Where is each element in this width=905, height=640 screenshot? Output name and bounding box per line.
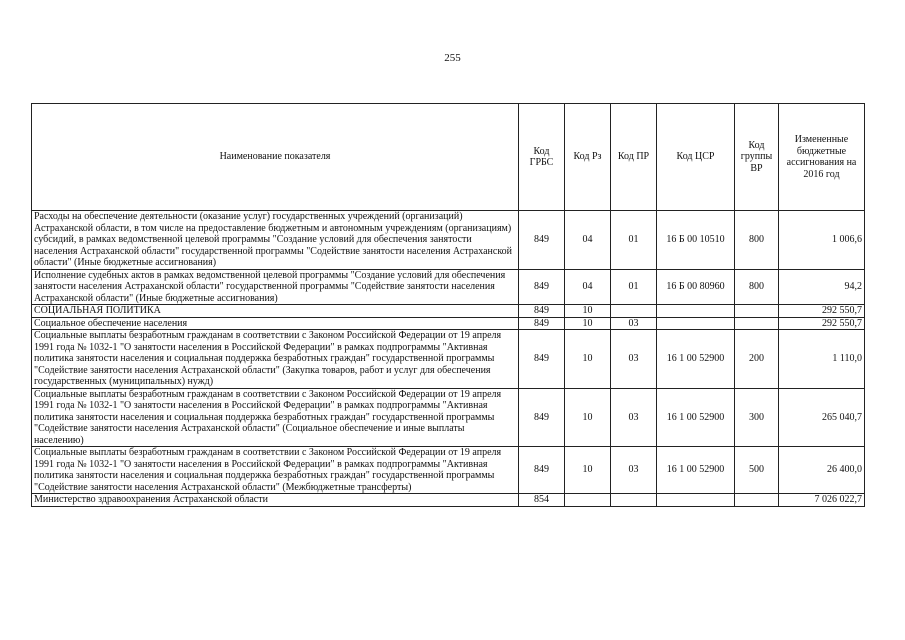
row-amount: 292 550,7 (779, 317, 865, 330)
row-rz: 04 (565, 211, 611, 270)
row-csr: 16 1 00 52900 (657, 388, 735, 447)
header-amount: Измененные бюджетные ассигнования на 2016 год (779, 104, 865, 211)
row-vr (735, 317, 779, 330)
header-csr: Код ЦСР (657, 104, 735, 211)
row-vr: 500 (735, 447, 779, 494)
row-pr: 01 (611, 269, 657, 305)
table-row (32, 388, 865, 447)
row-rz: 04 (565, 269, 611, 305)
row-amount: 26 400,0 (779, 447, 865, 494)
table-row (32, 330, 865, 389)
table-row (32, 447, 865, 494)
row-csr: 16 Б 00 10510 (657, 211, 735, 270)
row-rz (565, 494, 611, 507)
table-row (32, 494, 865, 507)
header-pr: Код ПР (611, 104, 657, 211)
row-rz: 10 (565, 305, 611, 318)
row-name: Социальное обеспечение населения (32, 317, 519, 330)
row-amount: 1 006,6 (779, 211, 865, 270)
row-vr: 800 (735, 269, 779, 305)
row-csr: 16 1 00 52900 (657, 330, 735, 389)
row-vr: 200 (735, 330, 779, 389)
table-row (32, 211, 865, 270)
row-name: Министерство здравоохранения Астраханской области (32, 494, 519, 507)
row-grbs: 849 (519, 317, 565, 330)
header-name: Наименование показателя (32, 104, 519, 211)
row-pr: 03 (611, 388, 657, 447)
row-rz: 10 (565, 330, 611, 389)
row-pr: 01 (611, 211, 657, 270)
row-vr (735, 494, 779, 507)
budget-table (31, 103, 865, 507)
table-header-row (32, 104, 865, 211)
row-amount: 1 110,0 (779, 330, 865, 389)
row-csr (657, 494, 735, 507)
row-name: СОЦИАЛЬНАЯ ПОЛИТИКА (32, 305, 519, 318)
row-grbs: 849 (519, 305, 565, 318)
header-grbs: Код ГРБС (519, 104, 565, 211)
row-grbs: 849 (519, 447, 565, 494)
row-grbs: 849 (519, 269, 565, 305)
row-amount: 265 040,7 (779, 388, 865, 447)
row-pr (611, 305, 657, 318)
row-amount: 292 550,7 (779, 305, 865, 318)
row-csr: 16 1 00 52900 (657, 447, 735, 494)
row-csr (657, 305, 735, 318)
row-grbs: 849 (519, 211, 565, 270)
table-row (32, 269, 865, 305)
row-grbs: 849 (519, 388, 565, 447)
row-amount: 94,2 (779, 269, 865, 305)
row-name: Социальные выплаты безработным гражданам в соответствии с Законом Российской Федерации от 19 апреля 1991 года № 1032-1 "О занятости населения в Российской Федерации" в рамках подпрограммы "Активная политика занятости населения и социальная поддержка безработных граждан" государственной программы "Содействие занятости населения Астраханской области" (Закупка товаров, работ и услуг для обеспечения государственных (муниципальных) нужд) (32, 330, 519, 389)
row-vr: 800 (735, 211, 779, 270)
row-pr: 03 (611, 447, 657, 494)
row-amount: 7 026 022,7 (779, 494, 865, 507)
table-row (32, 305, 865, 318)
row-name: Социальные выплаты безработным гражданам в соответствии с Законом Российской Федерации от 19 апреля 1991 года № 1032-1 "О занятости населения в Российской Федерации" в рамках подпрограммы "Активная политика занятости населения и социальная поддержка безработных граждан" государственной программы "Содействие занятости населения Астраханской области" (Межбюджетные трансферты) (32, 447, 519, 494)
row-pr: 03 (611, 330, 657, 389)
row-pr (611, 494, 657, 507)
row-name: Социальные выплаты безработным гражданам в соответствии с Законом Российской Федерации от 19 апреля 1991 года № 1032-1 "О занятости населения в Российской Федерации" в рамках подпрограммы "Активная политика занятости населения и социальная поддержка безработных граждан" государственной программы "Содействие занятости населения Астраханской области" (Социальное обеспечение и иные выплаты населению) (32, 388, 519, 447)
header-rz: Код Рз (565, 104, 611, 211)
header-vr: Код группы ВР (735, 104, 779, 211)
row-rz: 10 (565, 317, 611, 330)
row-csr: 16 Б 00 80960 (657, 269, 735, 305)
row-vr: 300 (735, 388, 779, 447)
row-csr (657, 317, 735, 330)
row-name: Расходы на обеспечение деятельности (оказание услуг) государственных учреждений (организаций) Астраханской области, в том числе на предоставление бюджетным и автономным учреждениям (организациям) субсидий, в рамках ведомственной целевой программы "Создание условий для обеспечения занятости населения Астраханской области" государственной программы "Содействие занятости населения Астраханской области" (Иные бюджетные ассигнования) (32, 211, 519, 270)
row-grbs: 849 (519, 330, 565, 389)
row-rz: 10 (565, 447, 611, 494)
page-number: 255 (444, 52, 461, 64)
row-name: Исполнение судебных актов в рамках ведомственной целевой программы "Создание условий для обеспечения занятости населения Астраханской области" государственной программы "Содействие занятости населения Астраханской области" (Иные бюджетные ассигнования) (32, 269, 519, 305)
row-rz: 10 (565, 388, 611, 447)
row-grbs: 854 (519, 494, 565, 507)
table-row (32, 317, 865, 330)
row-pr: 03 (611, 317, 657, 330)
row-vr (735, 305, 779, 318)
